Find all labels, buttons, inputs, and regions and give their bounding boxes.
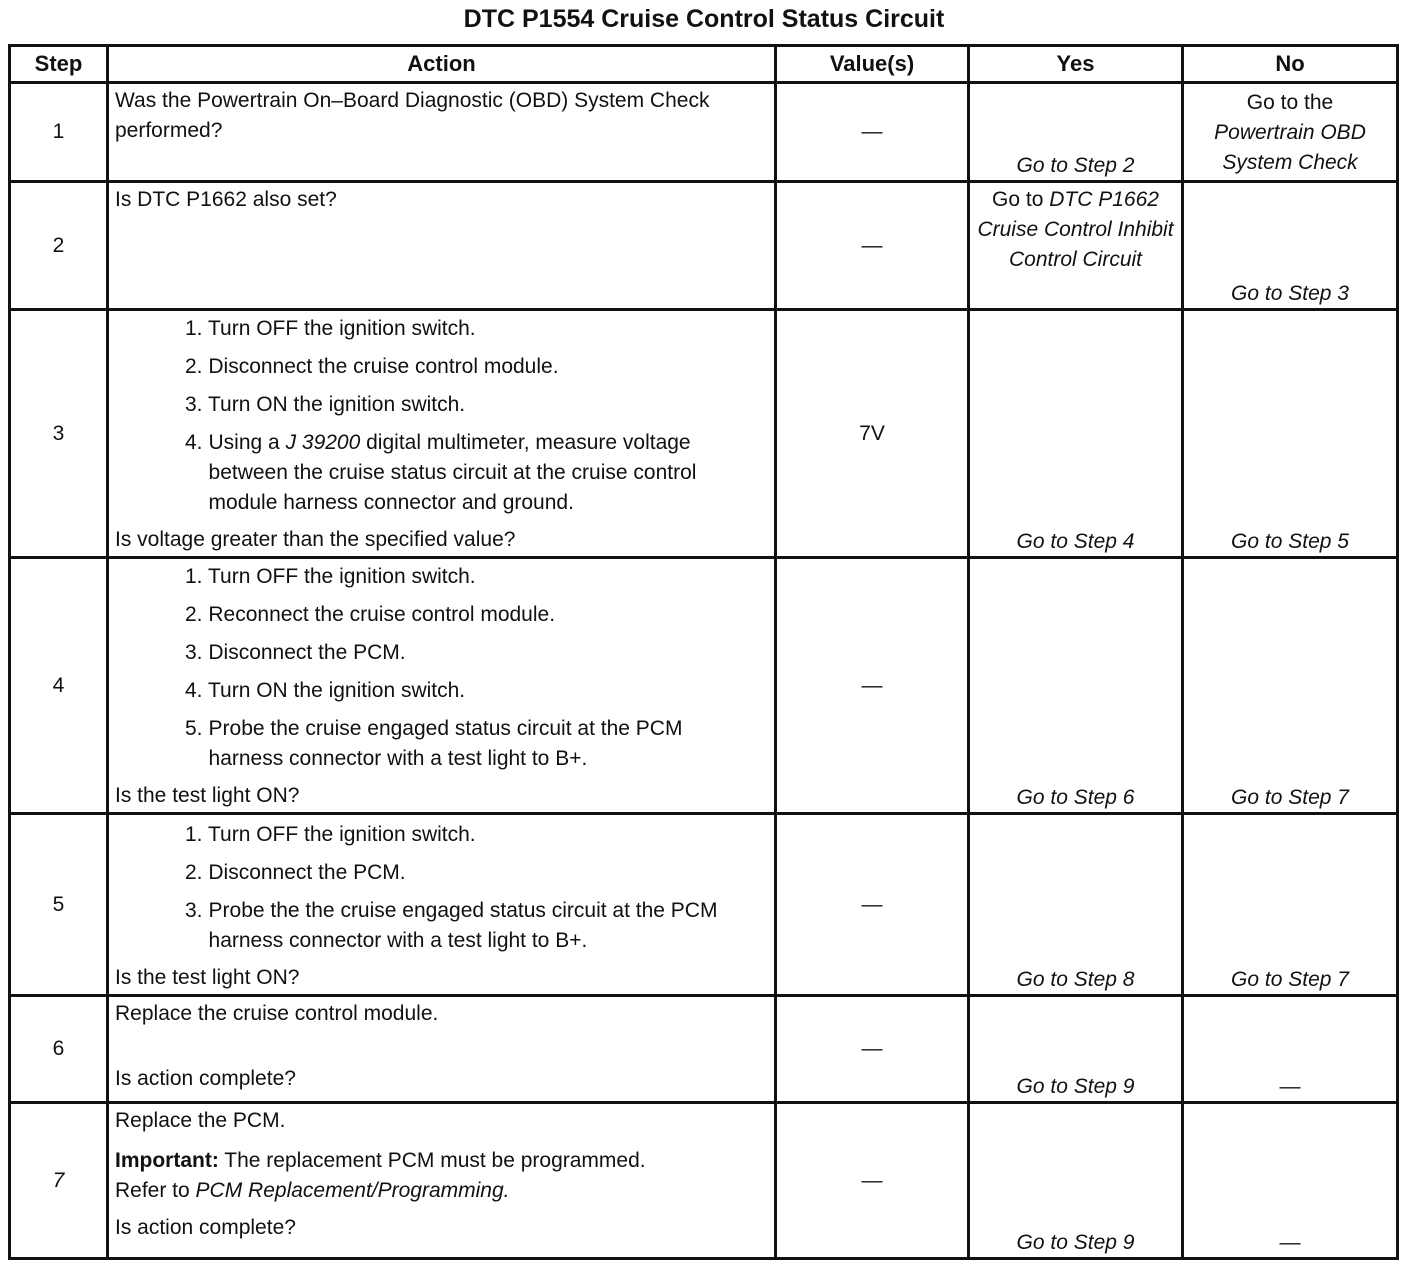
tool-reference: J 39200 bbox=[285, 431, 361, 454]
list-item: 1. Turn OFF the ignition switch. bbox=[185, 317, 476, 340]
list-item: 1. Turn OFF the ignition switch. bbox=[185, 565, 476, 588]
table-row-step-5 bbox=[10, 814, 1398, 996]
step-number: 4 bbox=[10, 558, 108, 814]
action-text: Is DTC P1662 also set? bbox=[115, 188, 337, 211]
refer-prefix: Refer to bbox=[115, 1179, 196, 1202]
yes-cell[interactable]: Go to Step 9 bbox=[969, 1103, 1183, 1259]
no-cell: — bbox=[1183, 1103, 1398, 1259]
no-cell[interactable]: Go to Step 7 bbox=[1183, 814, 1398, 996]
action-question: Is the test light ON? bbox=[115, 966, 300, 989]
action-text: Was the Powertrain On–Board Diagnostic (OBD) System Check performed? bbox=[115, 89, 710, 142]
action-question: Is action complete? bbox=[115, 1067, 296, 1090]
list-item: 3. Turn ON the ignition switch. bbox=[185, 393, 466, 416]
step-number: 6 bbox=[10, 996, 108, 1103]
action-cell bbox=[108, 1103, 776, 1259]
step-number: 2 bbox=[10, 182, 108, 310]
yes-link-circuit[interactable]: Cruise Control Inhibit Control Circuit bbox=[977, 218, 1174, 271]
step-number: 3 bbox=[10, 310, 108, 558]
value-cell: 7V bbox=[776, 310, 969, 558]
value-cell: — bbox=[776, 814, 969, 996]
diagnostic-table bbox=[8, 44, 1399, 1260]
value-cell: — bbox=[776, 996, 969, 1103]
list-item: 3. Disconnect the PCM. bbox=[185, 641, 406, 664]
no-cell[interactable] bbox=[1183, 83, 1398, 182]
value-cell: — bbox=[776, 1103, 969, 1259]
step-number: 1 bbox=[10, 83, 108, 182]
header-yes: Yes bbox=[969, 46, 1183, 83]
action-cell bbox=[108, 310, 776, 558]
action-cell bbox=[108, 83, 776, 182]
no-cell[interactable]: Go to Step 7 bbox=[1183, 558, 1398, 814]
page-title: DTC P1554 Cruise Control Status Circuit bbox=[463, 5, 945, 33]
yes-cell[interactable]: Go to Step 8 bbox=[969, 814, 1183, 996]
action-text: Replace the cruise control module. bbox=[115, 1002, 439, 1025]
list-item: 1. Turn OFF the ignition switch. bbox=[185, 823, 476, 846]
header-row bbox=[10, 46, 1398, 83]
step-list bbox=[115, 562, 768, 774]
header-action: Action bbox=[108, 46, 776, 83]
yes-cell[interactable] bbox=[969, 182, 1183, 310]
no-link[interactable]: Powertrain OBD System Check bbox=[1214, 121, 1366, 174]
step-list bbox=[115, 314, 768, 518]
yes-cell[interactable]: Go to Step 2 bbox=[969, 83, 1183, 182]
action-text: Replace the PCM. bbox=[115, 1109, 286, 1132]
value-cell: — bbox=[776, 558, 969, 814]
action-question: Is voltage greater than the specified value? bbox=[115, 528, 516, 551]
no-cell: — bbox=[1183, 996, 1398, 1103]
no-cell[interactable]: Go to Step 3 bbox=[1183, 182, 1398, 310]
value-cell: — bbox=[776, 83, 969, 182]
yes-cell[interactable]: Go to Step 9 bbox=[969, 996, 1183, 1103]
table-row-step-7 bbox=[10, 1103, 1398, 1259]
list-item: 2. Disconnect the PCM. bbox=[185, 861, 406, 884]
value-cell: — bbox=[776, 182, 969, 310]
important-label: Important: bbox=[115, 1149, 219, 1172]
yes-prefix: Go to bbox=[992, 188, 1044, 211]
action-question: Is action complete? bbox=[115, 1216, 296, 1239]
list-item: 3. Probe the the cruise engaged status circuit at the PCM harness connector with a test light to B+. bbox=[185, 899, 718, 952]
yes-link-dtc[interactable]: DTC P1662 bbox=[1049, 188, 1159, 211]
step-number: 7 bbox=[10, 1103, 108, 1259]
table-row-step-2 bbox=[10, 182, 1398, 310]
table-row-step-4 bbox=[10, 558, 1398, 814]
action-question: Is the test light ON? bbox=[115, 784, 300, 807]
list-item: 2. Disconnect the cruise control module. bbox=[185, 355, 559, 378]
action-cell bbox=[108, 996, 776, 1103]
header-no: No bbox=[1183, 46, 1398, 83]
action-cell bbox=[108, 814, 776, 996]
step-number: 5 bbox=[10, 814, 108, 996]
no-cell[interactable]: Go to Step 5 bbox=[1183, 310, 1398, 558]
list-item: 2. Reconnect the cruise control module. bbox=[185, 603, 556, 626]
action-cell bbox=[108, 182, 776, 310]
action-cell bbox=[108, 558, 776, 814]
step-list bbox=[115, 820, 768, 956]
important-note bbox=[115, 1146, 768, 1206]
yes-cell[interactable]: Go to Step 6 bbox=[969, 558, 1183, 814]
yes-cell[interactable]: Go to Step 4 bbox=[969, 310, 1183, 558]
refer-link[interactable]: PCM Replacement/Programming. bbox=[195, 1179, 510, 1202]
header-step: Step bbox=[10, 46, 108, 83]
list-item: 4. Turn ON the ignition switch. bbox=[185, 679, 466, 702]
header-values: Value(s) bbox=[776, 46, 969, 83]
important-text: The replacement PCM must be programmed. bbox=[218, 1149, 646, 1172]
no-prefix: Go to the bbox=[1246, 91, 1334, 114]
table-row-step-3 bbox=[10, 310, 1398, 558]
table-row-step-1 bbox=[10, 83, 1398, 182]
table-row-step-6 bbox=[10, 996, 1398, 1103]
list-item: 5. Probe the cruise engaged status circuit at the PCM harness connector with a test light to B+. bbox=[185, 717, 683, 770]
list-item: 4. Using a J 39200 digital multimeter, measure voltage between the cruise status circuit at the cruise control module harness connector and ground. bbox=[185, 431, 697, 514]
